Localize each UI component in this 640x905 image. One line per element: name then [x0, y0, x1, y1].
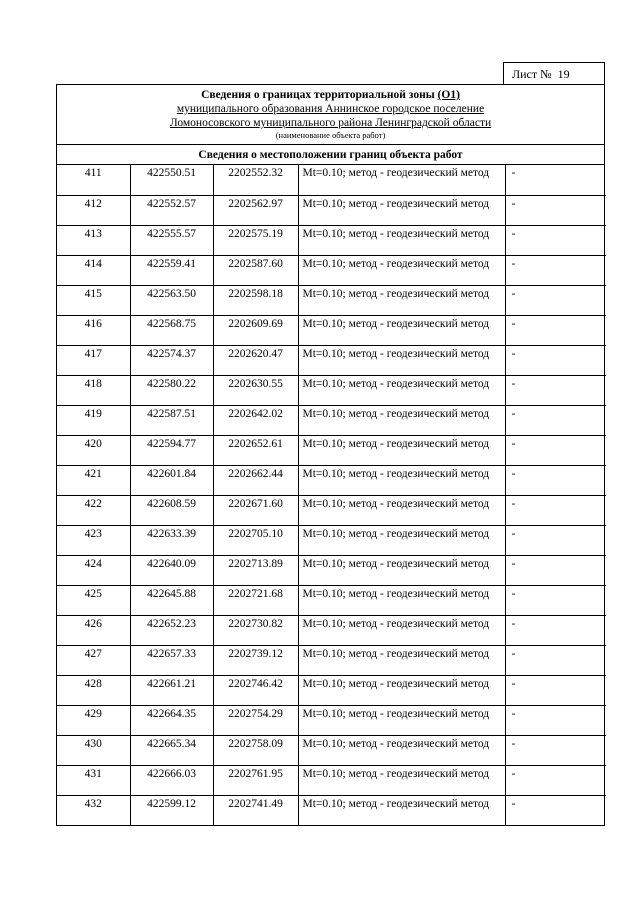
method-cell: Mt=0.10; метод - геодезический метод: [298, 525, 505, 555]
x-coordinate-cell: 422580.22: [130, 375, 213, 405]
method-cell: Mt=0.10; метод - геодезический метод: [298, 705, 505, 735]
point-number-cell: 420: [57, 435, 130, 465]
x-coordinate-cell: 422645.88: [130, 585, 213, 615]
method-cell: Mt=0.10; метод - геодезический метод: [298, 345, 505, 375]
description-cell: -: [505, 195, 606, 225]
method-cell: Mt=0.10; метод - геодезический метод: [298, 615, 505, 645]
method-cell: Mt=0.10; метод - геодезический метод: [298, 165, 505, 195]
table-row: [57, 345, 606, 375]
method-cell: Mt=0.10; метод - геодезический метод: [298, 495, 505, 525]
table-row: [57, 525, 606, 555]
method-cell: Mt=0.10; метод - геодезический метод: [298, 795, 505, 825]
point-number-cell: 411: [57, 165, 130, 195]
method-cell: Mt=0.10; метод - геодезический метод: [298, 645, 505, 675]
description-cell: -: [505, 315, 606, 345]
table-row: [57, 435, 606, 465]
table-row: [57, 615, 606, 645]
method-cell: Mt=0.10; метод - геодезический метод: [298, 375, 505, 405]
method-cell: Mt=0.10; метод - геодезический метод: [298, 465, 505, 495]
point-number-cell: 425: [57, 585, 130, 615]
y-coordinate-cell: 2202739.12: [213, 645, 298, 675]
y-coordinate-cell: 2202761.95: [213, 765, 298, 795]
x-coordinate-cell: 422574.37: [130, 345, 213, 375]
point-number-cell: 428: [57, 675, 130, 705]
x-coordinate-cell: 422552.57: [130, 195, 213, 225]
point-number-cell: 430: [57, 735, 130, 765]
table-row: [57, 225, 606, 255]
table-row: [57, 735, 606, 765]
point-number-cell: 422: [57, 495, 130, 525]
x-coordinate-cell: 422559.41: [130, 255, 213, 285]
x-coordinate-cell: 422587.51: [130, 405, 213, 435]
x-coordinate-cell: 422652.23: [130, 615, 213, 645]
y-coordinate-cell: 2202609.69: [213, 315, 298, 345]
point-number-cell: 415: [57, 285, 130, 315]
point-number-cell: 418: [57, 375, 130, 405]
y-coordinate-cell: 2202662.44: [213, 465, 298, 495]
document-header: [57, 85, 604, 145]
method-cell: Mt=0.10; метод - геодезический метод: [298, 225, 505, 255]
method-cell: Mt=0.10; метод - геодезический метод: [298, 555, 505, 585]
x-coordinate-cell: 422550.51: [130, 165, 213, 195]
x-coordinate-cell: 422608.59: [130, 495, 213, 525]
point-number-cell: 412: [57, 195, 130, 225]
method-cell: Mt=0.10; метод - геодезический метод: [298, 255, 505, 285]
section-subheader: Сведения о местоположении границ объекта работ: [57, 145, 604, 165]
x-coordinate-cell: 422601.84: [130, 465, 213, 495]
table-row: [57, 255, 606, 285]
table-row: [57, 765, 606, 795]
method-cell: Mt=0.10; метод - геодезический метод: [298, 285, 505, 315]
x-coordinate-cell: 422555.57: [130, 225, 213, 255]
municipality-line: муниципального образования Аннинское городское поселение: [176, 103, 485, 115]
y-coordinate-cell: 2202598.18: [213, 285, 298, 315]
method-cell: Mt=0.10; метод - геодезический метод: [298, 765, 505, 795]
table-row: [57, 405, 606, 435]
description-cell: -: [505, 465, 606, 495]
description-cell: -: [505, 225, 606, 255]
district-line-wrap: [57, 116, 604, 130]
table-row: [57, 585, 606, 615]
point-number-cell: 417: [57, 345, 130, 375]
method-cell: Mt=0.10; метод - геодезический метод: [298, 315, 505, 345]
description-cell: -: [505, 795, 606, 825]
method-cell: Mt=0.10; метод - геодезический метод: [298, 405, 505, 435]
x-coordinate-cell: 422661.21: [130, 675, 213, 705]
y-coordinate-cell: 2202630.55: [213, 375, 298, 405]
point-number-cell: 429: [57, 705, 130, 735]
description-cell: -: [505, 705, 606, 735]
description-cell: -: [505, 555, 606, 585]
description-cell: -: [505, 495, 606, 525]
point-number-cell: 413: [57, 225, 130, 255]
description-cell: -: [505, 765, 606, 795]
y-coordinate-cell: 2202713.89: [213, 555, 298, 585]
description-cell: -: [505, 435, 606, 465]
x-coordinate-cell: 422640.09: [130, 555, 213, 585]
table-row: [57, 375, 606, 405]
title-prefix: Сведения о границах территориальной зоны: [201, 89, 438, 101]
y-coordinate-cell: 2202730.82: [213, 615, 298, 645]
description-cell: -: [505, 615, 606, 645]
table-row: [57, 495, 606, 525]
point-number-cell: 427: [57, 645, 130, 675]
table-row: [57, 285, 606, 315]
table-row: [57, 675, 606, 705]
table-row: [57, 465, 606, 495]
y-coordinate-cell: 2202642.02: [213, 405, 298, 435]
point-number-cell: 416: [57, 315, 130, 345]
description-cell: -: [505, 675, 606, 705]
sheet-number-box: [503, 62, 605, 84]
method-cell: Mt=0.10; метод - геодезический метод: [298, 675, 505, 705]
x-coordinate-cell: 422568.75: [130, 315, 213, 345]
y-coordinate-cell: 2202746.42: [213, 675, 298, 705]
coordinates-table: [57, 165, 606, 825]
method-cell: Mt=0.10; метод - геодезический метод: [298, 735, 505, 765]
point-number-cell: 424: [57, 555, 130, 585]
municipality-line-wrap: [57, 102, 604, 116]
y-coordinate-cell: 2202575.19: [213, 225, 298, 255]
method-cell: Mt=0.10; метод - геодезический метод: [298, 195, 505, 225]
document-title: [57, 88, 604, 102]
y-coordinate-cell: 2202671.60: [213, 495, 298, 525]
y-coordinate-cell: 2202741.49: [213, 795, 298, 825]
sheet-label: Лист №: [512, 67, 552, 81]
description-cell: -: [505, 645, 606, 675]
point-number-cell: 421: [57, 465, 130, 495]
coordinates-table-body: [57, 165, 606, 825]
x-coordinate-cell: 422633.39: [130, 525, 213, 555]
table-row: [57, 795, 606, 825]
x-coordinate-cell: 422563.50: [130, 285, 213, 315]
description-cell: -: [505, 525, 606, 555]
description-cell: -: [505, 585, 606, 615]
y-coordinate-cell: 2202754.29: [213, 705, 298, 735]
point-number-cell: 414: [57, 255, 130, 285]
document-frame: [56, 84, 605, 826]
y-coordinate-cell: 2202620.47: [213, 345, 298, 375]
method-cell: Mt=0.10; метод - геодезический метод: [298, 435, 505, 465]
table-row: [57, 195, 606, 225]
point-number-cell: 432: [57, 795, 130, 825]
y-coordinate-cell: 2202721.68: [213, 585, 298, 615]
y-coordinate-cell: 2202652.61: [213, 435, 298, 465]
table-row: [57, 165, 606, 195]
x-coordinate-cell: 422594.77: [130, 435, 213, 465]
y-coordinate-cell: 2202562.97: [213, 195, 298, 225]
title-zone: (О1): [437, 89, 460, 101]
description-cell: -: [505, 375, 606, 405]
sheet-number: 19: [557, 67, 570, 81]
point-number-cell: 426: [57, 615, 130, 645]
description-cell: -: [505, 345, 606, 375]
y-coordinate-cell: 2202705.10: [213, 525, 298, 555]
description-cell: -: [505, 255, 606, 285]
x-coordinate-cell: 422657.33: [130, 645, 213, 675]
method-cell: Mt=0.10; метод - геодезический метод: [298, 585, 505, 615]
table-row: [57, 315, 606, 345]
description-cell: -: [505, 405, 606, 435]
description-cell: -: [505, 165, 606, 195]
description-cell: -: [505, 735, 606, 765]
district-line: Ломоносовского муниципального района Ленинградской области: [169, 117, 492, 129]
y-coordinate-cell: 2202552.32: [213, 165, 298, 195]
point-number-cell: 419: [57, 405, 130, 435]
point-number-cell: 423: [57, 525, 130, 555]
x-coordinate-cell: 422666.03: [130, 765, 213, 795]
table-row: [57, 645, 606, 675]
description-cell: -: [505, 285, 606, 315]
y-coordinate-cell: 2202587.60: [213, 255, 298, 285]
x-coordinate-cell: 422599.12: [130, 795, 213, 825]
point-number-cell: 431: [57, 765, 130, 795]
y-coordinate-cell: 2202758.09: [213, 735, 298, 765]
table-row: [57, 705, 606, 735]
x-coordinate-cell: 422664.35: [130, 705, 213, 735]
object-caption: (наименование объекта работ): [275, 130, 386, 140]
table-row: [57, 555, 606, 585]
x-coordinate-cell: 422665.34: [130, 735, 213, 765]
